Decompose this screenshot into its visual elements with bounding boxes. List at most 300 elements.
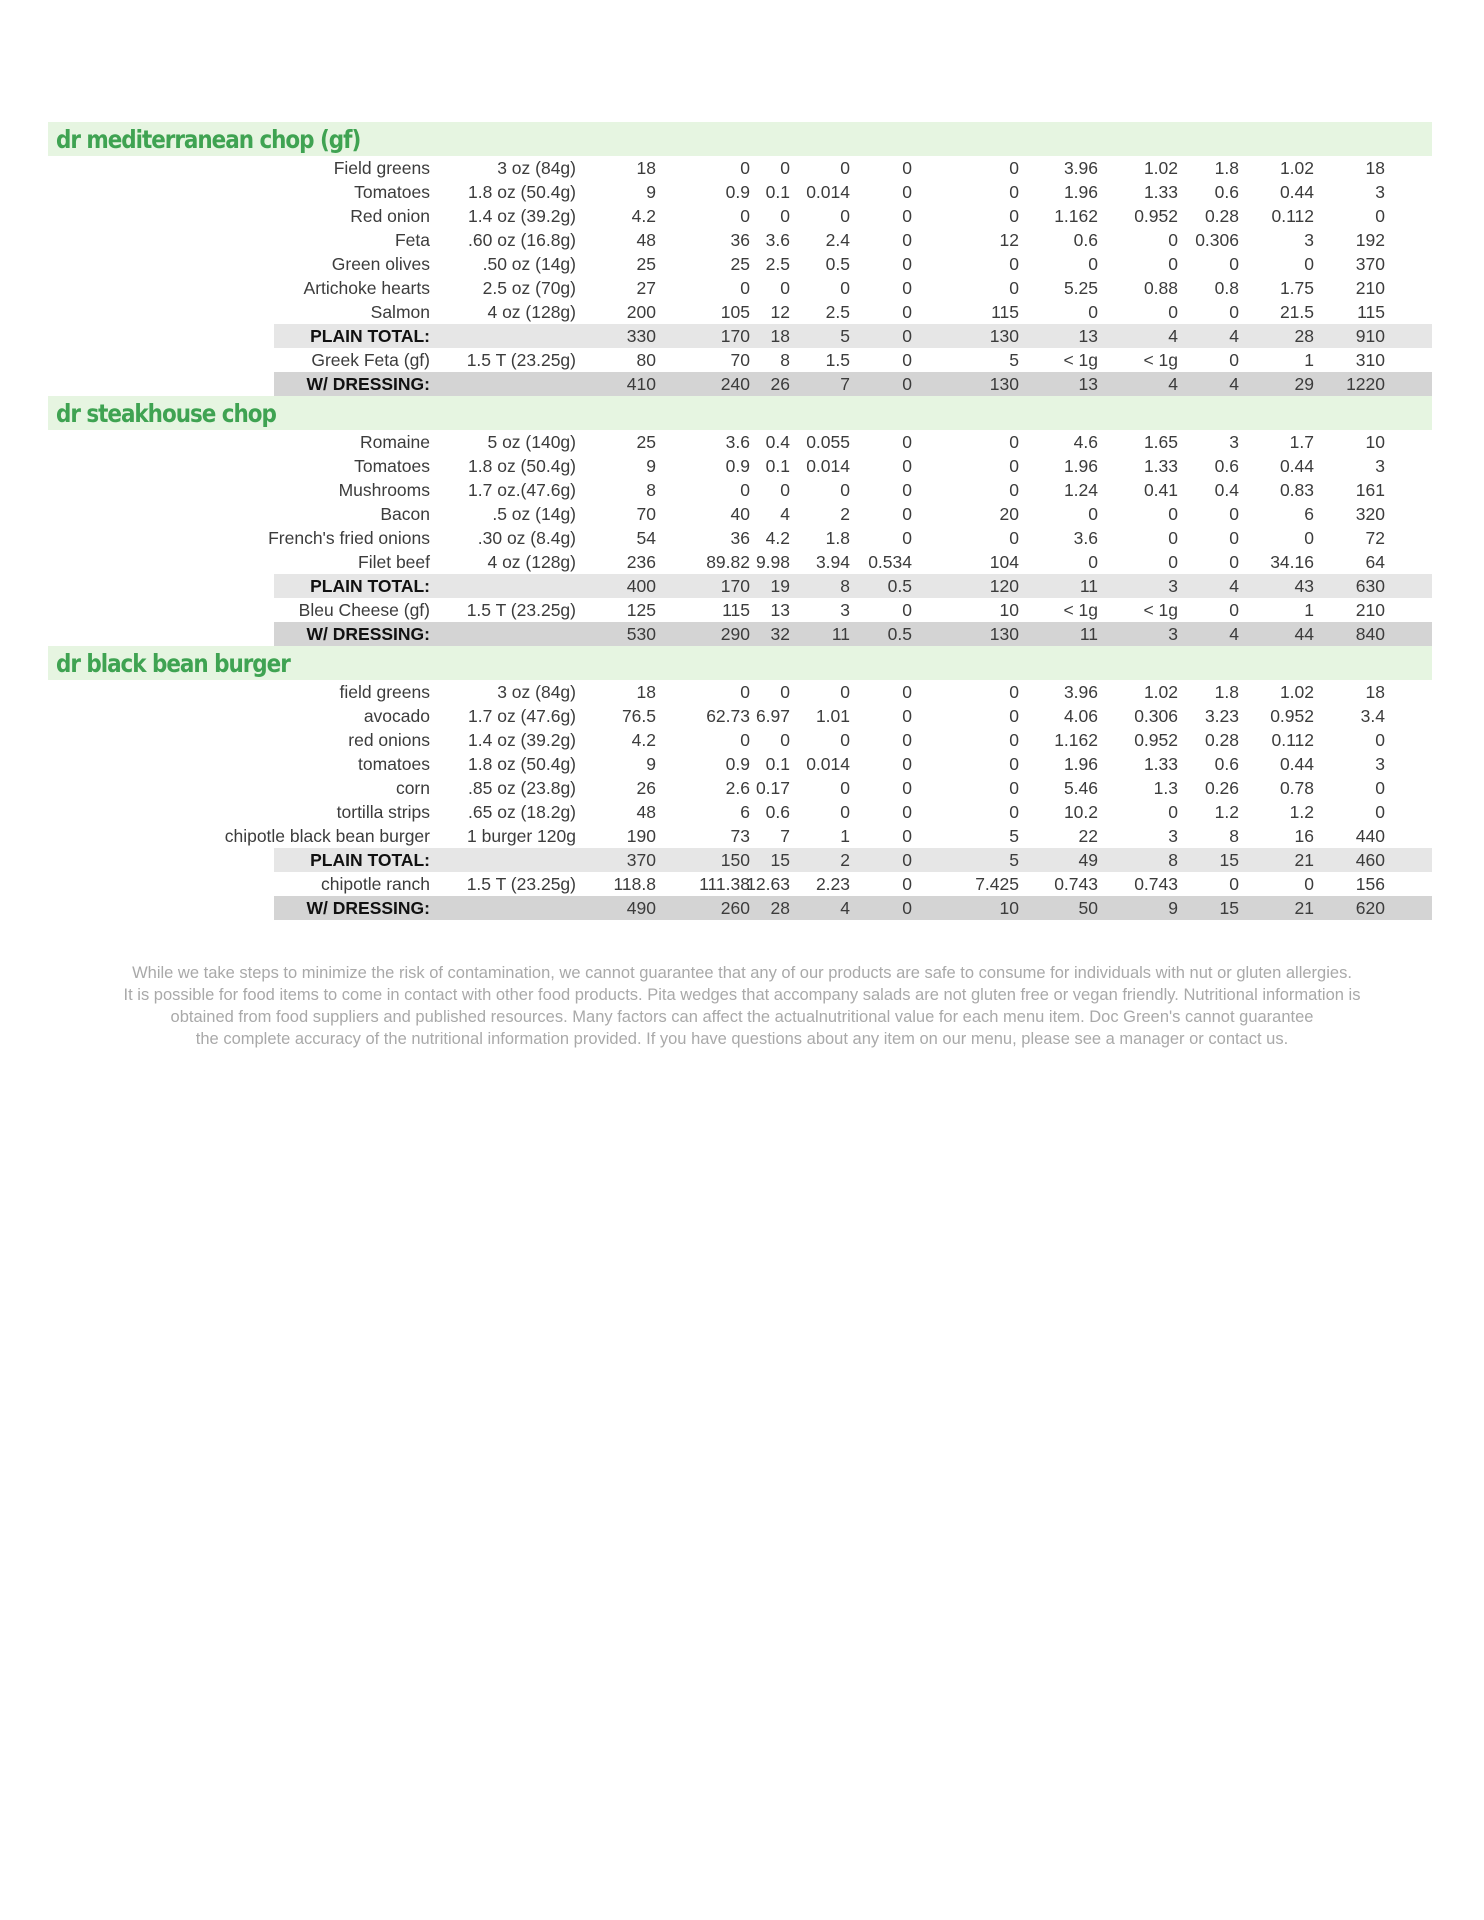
nutrient-value: 410	[626, 374, 656, 394]
nutrient-value: 170	[720, 576, 750, 596]
nutrient-value: 4	[1229, 374, 1239, 394]
nutrient-value: 0	[1168, 528, 1178, 548]
ingredient-row	[48, 454, 1432, 478]
nutrient-value: 620	[1355, 898, 1385, 918]
nutrient-value: 19	[770, 576, 790, 596]
ingredient-name: Bleu Cheese (gf)	[298, 600, 430, 620]
nutrient-value: 0.9	[725, 456, 750, 476]
nutrient-value: 115	[1357, 302, 1385, 322]
nutrient-value: 0	[780, 730, 790, 750]
ingredient-row	[48, 276, 1432, 300]
nutrient-value: 2.6	[725, 778, 750, 798]
nutrient-value: 0	[740, 158, 750, 178]
nutrient-value: 200	[626, 302, 656, 322]
nutrient-value: 3	[1168, 826, 1178, 846]
ingredient-row	[48, 680, 1432, 704]
nutrient-value: 40	[730, 504, 750, 524]
nutrient-value: 0.88	[1143, 278, 1178, 298]
ingredient-name: corn	[395, 778, 430, 798]
nutrient-value: 0.5	[825, 254, 850, 274]
nutrient-value: 6	[1304, 504, 1314, 524]
nutrient-value: 130	[989, 374, 1019, 394]
section-header	[48, 396, 1432, 430]
nutrient-value: 18	[636, 158, 656, 178]
row-highlight	[274, 622, 1432, 646]
nutrient-value: 1.02	[1279, 158, 1314, 178]
nutrient-value: 0.44	[1279, 182, 1314, 202]
plain-total-row	[48, 324, 1432, 348]
portion-size: 1 burger 120g	[467, 826, 576, 846]
nutrient-value: 115	[991, 302, 1019, 322]
nutrient-value: 0.952	[1134, 730, 1178, 750]
nutrient-value: 0	[1168, 254, 1178, 274]
nutrient-value: 9	[1168, 898, 1178, 918]
nutrient-value: 36	[730, 528, 750, 548]
nutrient-value: 21.5	[1279, 302, 1314, 322]
portion-size: 1.4 oz (39.2g)	[468, 206, 576, 226]
nutrient-value: 0.28	[1204, 730, 1239, 750]
nutrient-value: 192	[1355, 230, 1385, 250]
nutrient-value: 0	[902, 730, 912, 750]
nutrient-value: 0.743	[1054, 874, 1098, 894]
nutrient-value: 0	[1304, 874, 1314, 894]
nutrient-value: 0	[840, 682, 850, 702]
ingredient-row	[48, 704, 1432, 728]
nutrient-value: 80	[636, 350, 656, 370]
portion-size: 2.5 oz (70g)	[482, 278, 576, 298]
nutrient-value: 1.02	[1143, 158, 1178, 178]
ingredient-row	[48, 228, 1432, 252]
nutrient-value: 13	[1078, 326, 1098, 346]
nutrient-value: 0.6	[765, 802, 790, 822]
nutrient-value: 0	[780, 206, 790, 226]
nutrient-value: 1.96	[1063, 456, 1098, 476]
nutrient-value: 320	[1355, 504, 1385, 524]
nutrient-value: 260	[720, 898, 750, 918]
nutrient-value: 20	[999, 504, 1019, 524]
nutrient-value: 7	[840, 374, 850, 394]
ingredient-name: French's fried onions	[268, 528, 430, 548]
nutrient-value: 0	[902, 480, 912, 500]
plain-total-row	[48, 848, 1432, 872]
nutrient-value: 13	[770, 600, 790, 620]
nutrient-value: 0.112	[1271, 730, 1314, 750]
nutrient-value: 111.38	[699, 874, 750, 894]
nutrient-value: 21	[1294, 898, 1314, 918]
nutrient-value: 76.5	[621, 706, 656, 726]
ingredient-row	[48, 550, 1432, 574]
nutrient-value: 0.014	[806, 182, 850, 202]
nutrient-value: 25	[730, 254, 750, 274]
total-label: W/ DRESSING:	[306, 898, 430, 918]
nutrient-value: 0	[1375, 778, 1385, 798]
ingredient-name: field greens	[339, 682, 430, 702]
nutrient-value: 2	[840, 850, 850, 870]
nutrient-value: 170	[720, 326, 750, 346]
nutrient-value: 3	[1168, 624, 1178, 644]
nutrient-value: 0	[1375, 206, 1385, 226]
nutrient-value: 0	[1229, 350, 1239, 370]
row-highlight	[274, 372, 1432, 396]
nutrient-value: 1.2	[1214, 802, 1239, 822]
nutrient-value: 0	[902, 432, 912, 452]
nutrient-value: 0.055	[806, 432, 850, 452]
nutrient-value: 8	[1168, 850, 1178, 870]
nutrient-value: 0	[1009, 802, 1019, 822]
nutrient-value: 0	[902, 850, 912, 870]
nutrient-value: 0	[902, 182, 912, 202]
nutrient-value: 32	[770, 624, 790, 644]
nutrient-value: 9	[646, 456, 656, 476]
nutrient-value: 130	[989, 624, 1019, 644]
ingredient-name: Field greens	[333, 158, 430, 178]
nutrient-value: 10.2	[1063, 802, 1098, 822]
plain-total-row	[48, 574, 1432, 598]
nutrient-value: 1.162	[1054, 206, 1098, 226]
nutrition-table	[48, 122, 1432, 920]
nutrient-value: 210	[1355, 600, 1385, 620]
section-title: dr steakhouse chop	[56, 399, 276, 428]
nutrient-value: 7.425	[975, 874, 1019, 894]
portion-size: .30 oz (8.4g)	[477, 528, 576, 548]
nutrient-value: 11	[1079, 624, 1098, 644]
nutrient-value: 1.2	[1289, 802, 1314, 822]
nutrient-value: 0	[1009, 754, 1019, 774]
nutrient-value: 1.8	[1214, 682, 1239, 702]
nutrient-value: 3	[840, 600, 850, 620]
nutrient-value: 0	[902, 528, 912, 548]
nutrient-value: 72	[1365, 528, 1385, 548]
nutrient-value: 15	[1219, 850, 1239, 870]
section-header	[48, 646, 1432, 680]
portion-size: .50 oz (14g)	[482, 254, 576, 274]
disclaimer	[60, 962, 1424, 1050]
nutrient-value: 0	[902, 874, 912, 894]
portion-size: 1.5 T (23.25g)	[466, 600, 576, 620]
nutrient-value: 0	[740, 480, 750, 500]
ingredient-name: Greek Feta (gf)	[311, 350, 430, 370]
nutrient-value: 0.6	[1214, 456, 1239, 476]
nutrient-value: 5	[1009, 826, 1019, 846]
nutrient-value: 0.44	[1279, 754, 1314, 774]
nutrient-value: 840	[1355, 624, 1385, 644]
nutrient-value: 18	[1365, 158, 1385, 178]
nutrient-value: 0	[902, 278, 912, 298]
with-dressing-row	[48, 372, 1432, 396]
nutrient-value: 15	[770, 850, 790, 870]
portion-size: 3 oz (84g)	[497, 158, 576, 178]
nutrient-value: 1.8	[825, 528, 850, 548]
nutrient-value: 130	[989, 326, 1019, 346]
ingredient-row	[48, 776, 1432, 800]
nutrient-value: 1	[1304, 350, 1314, 370]
nutrient-value: 1.5	[825, 350, 850, 370]
nutrient-value: 6.97	[755, 706, 790, 726]
nutrient-value: 7	[780, 826, 790, 846]
ingredient-name: chipotle ranch	[321, 874, 430, 894]
ingredient-name: Salmon	[370, 302, 430, 322]
nutrient-value: 49	[1078, 850, 1098, 870]
nutrient-value: 0.8	[1214, 278, 1239, 298]
nutrient-value: 0.28	[1204, 206, 1239, 226]
nutrient-value: 0	[740, 682, 750, 702]
nutrient-value: 0.9	[725, 754, 750, 774]
nutrient-value: 0	[902, 206, 912, 226]
nutrient-value: 0	[1088, 254, 1098, 274]
ingredient-name: Red onion	[350, 206, 430, 226]
ingredient-row	[48, 824, 1432, 848]
row-highlight	[274, 574, 1432, 598]
portion-size: 1.8 oz (50.4g)	[468, 754, 576, 774]
nutrient-value: 0	[1229, 874, 1239, 894]
nutrient-value: 3.94	[815, 552, 850, 572]
nutrient-value: 4	[1229, 624, 1239, 644]
nutrient-value: 1.7	[1289, 432, 1314, 452]
nutrient-value: 0	[780, 682, 790, 702]
nutrient-value: 125	[626, 600, 656, 620]
nutrient-value: 0.014	[806, 456, 850, 476]
ingredient-row	[48, 502, 1432, 526]
nutrient-value: 0	[780, 278, 790, 298]
nutrient-value: 0	[740, 206, 750, 226]
nutrient-value: 0	[1168, 230, 1178, 250]
nutrient-value: 3	[1375, 754, 1385, 774]
nutrient-value: 34.16	[1270, 552, 1314, 572]
nutrient-value: 16	[1294, 826, 1314, 846]
nutrient-value: 4	[840, 898, 850, 918]
nutrient-value: 910	[1355, 326, 1385, 346]
portion-size: 1.8 oz (50.4g)	[468, 456, 576, 476]
nutrient-value: < 1g	[1143, 600, 1178, 620]
nutrient-value: 0.534	[868, 552, 912, 572]
nutrient-value: 0.6	[1073, 230, 1098, 250]
nutrient-value: 10	[999, 898, 1019, 918]
ingredient-row	[48, 478, 1432, 502]
nutrient-value: 0	[840, 730, 850, 750]
nutrient-value: 1.24	[1063, 480, 1098, 500]
nutrient-value: 0	[780, 480, 790, 500]
ingredient-name: chipotle black bean burger	[224, 826, 430, 846]
nutrient-value: 0	[902, 350, 912, 370]
nutrient-value: 2.23	[815, 874, 850, 894]
nutrient-value: 0	[740, 730, 750, 750]
ingredient-row	[48, 872, 1432, 896]
nutrient-value: 118.8	[613, 874, 656, 894]
nutrient-value: 10	[1365, 432, 1385, 452]
nutrient-value: 1220	[1346, 374, 1385, 394]
ingredient-name: Green olives	[331, 254, 430, 274]
nutrient-value: 0	[1009, 206, 1019, 226]
portion-size: .65 oz (18.2g)	[468, 802, 576, 822]
total-label: W/ DRESSING:	[306, 624, 430, 644]
nutrient-value: 310	[1355, 350, 1385, 370]
nutrient-value: 3	[1229, 432, 1239, 452]
nutrient-value: 25	[636, 254, 656, 274]
nutrient-value: 0	[1168, 802, 1178, 822]
nutrient-value: 400	[626, 576, 656, 596]
total-label: PLAIN TOTAL:	[310, 576, 430, 596]
ingredient-name: Tomatoes	[354, 456, 430, 476]
nutrient-value: 1.33	[1143, 754, 1178, 774]
disclaimer-line: obtained from food suppliers and published resources. Many factors can affect the actualnutritional value for each menu item. Doc Green's cannot guarantee	[170, 1008, 1314, 1026]
portion-size: 5 oz (140g)	[487, 432, 576, 452]
nutrient-value: 1	[840, 826, 850, 846]
disclaimer-line: While we take steps to minimize the risk of contamination, we cannot guarantee that any of our products are safe to consume for individuals with nut or gluten allergies.	[132, 964, 1352, 982]
nutrient-value: 0.26	[1204, 778, 1239, 798]
nutrient-value: < 1g	[1143, 350, 1178, 370]
nutrient-value: 0	[1375, 802, 1385, 822]
nutrient-value: 4	[1229, 576, 1239, 596]
ingredient-name: tortilla strips	[336, 802, 430, 822]
nutrient-value: 62.73	[706, 706, 750, 726]
nutrient-value: 0	[1375, 730, 1385, 750]
nutrient-value: 0	[1229, 528, 1239, 548]
nutrient-value: 161	[1355, 480, 1385, 500]
ingredient-row	[48, 300, 1432, 324]
ingredient-name: avocado	[363, 706, 430, 726]
nutrient-value: 2.4	[825, 230, 850, 250]
nutrient-value: 8	[646, 480, 656, 500]
nutrient-value: 4.06	[1063, 706, 1098, 726]
nutrient-value: 3.4	[1360, 706, 1385, 726]
total-label: PLAIN TOTAL:	[310, 850, 430, 870]
nutrient-value: 0.4	[1214, 480, 1239, 500]
nutrient-value: 0.1	[765, 754, 790, 774]
nutrient-value: 330	[626, 326, 656, 346]
nutrient-value: 4.2	[765, 528, 790, 548]
ingredient-row	[48, 752, 1432, 776]
nutrient-value: 48	[636, 802, 656, 822]
nutrient-value: 0.743	[1134, 874, 1178, 894]
nutrient-value: 29	[1294, 374, 1314, 394]
nutrient-value: 2	[840, 504, 850, 524]
nutrient-value: 0.44	[1279, 456, 1314, 476]
nutrient-value: 150	[720, 850, 750, 870]
nutrient-value: 0.1	[765, 182, 790, 202]
nutrient-value: 22	[1078, 826, 1098, 846]
nutrient-value: 0	[902, 158, 912, 178]
ingredient-row	[48, 348, 1432, 372]
nutrient-value: 3.23	[1204, 706, 1239, 726]
nutrient-value: 0	[902, 682, 912, 702]
nutrient-value: 36	[730, 230, 750, 250]
nutrient-value: 9	[646, 182, 656, 202]
nutrient-value: 120	[989, 576, 1019, 596]
ingredient-row	[48, 252, 1432, 276]
nutrient-value: 370	[1355, 254, 1385, 274]
nutrient-value: 89.82	[706, 552, 750, 572]
nutrient-value: 3.6	[725, 432, 750, 452]
nutrient-value: 0	[902, 778, 912, 798]
nutrient-value: 0.78	[1279, 778, 1314, 798]
nutrient-value: 0	[1168, 504, 1178, 524]
nutrient-value: 0	[1009, 730, 1019, 750]
nutrient-value: 0.952	[1134, 206, 1178, 226]
nutrient-value: 236	[626, 552, 656, 572]
ingredient-row	[48, 180, 1432, 204]
nutrient-value: 18	[1365, 682, 1385, 702]
nutrient-value: 0	[840, 778, 850, 798]
nutrient-value: 0	[1304, 528, 1314, 548]
nutrient-value: 12	[999, 230, 1019, 250]
nutrient-value: 25	[636, 432, 656, 452]
nutrient-value: 54	[636, 528, 656, 548]
nutrient-value: 2.5	[825, 302, 850, 322]
nutrient-value: 0	[1229, 552, 1239, 572]
nutrient-value: 9	[646, 754, 656, 774]
nutrient-value: 5	[1009, 850, 1019, 870]
nutrient-value: 0.306	[1195, 230, 1239, 250]
section-title: dr black bean burger	[56, 649, 290, 678]
nutrient-value: 0	[902, 898, 912, 918]
total-label: PLAIN TOTAL:	[310, 326, 430, 346]
disclaimer-line: It is possible for food items to come in contact with other food products. Pita wedges that accompany salads are not gluten free or vegan friendly. Nutritional information is	[123, 986, 1361, 1004]
nutrient-value: 156	[1355, 874, 1385, 894]
ingredient-name: Romaine	[359, 432, 430, 452]
nutrient-value: 1.33	[1143, 456, 1178, 476]
nutrient-value: 1.96	[1063, 182, 1098, 202]
row-highlight	[274, 324, 1432, 348]
nutrient-value: 0.5	[887, 624, 912, 644]
nutrient-value: 0	[840, 802, 850, 822]
nutrient-value: 27	[636, 278, 656, 298]
nutrient-value: 3.6	[765, 230, 790, 250]
nutrient-value: 12.63	[746, 874, 790, 894]
nutrient-value: 8	[840, 576, 850, 596]
nutrient-value: 0	[840, 158, 850, 178]
nutrient-value: 0.014	[806, 754, 850, 774]
nutrient-value: 0	[1229, 600, 1239, 620]
nutrient-value: 0.6	[1214, 754, 1239, 774]
ingredient-name: Feta	[394, 230, 430, 250]
nutrient-value: 1	[1304, 600, 1314, 620]
portion-size: .5 oz (14g)	[492, 504, 576, 524]
nutrient-value: 15	[1219, 898, 1239, 918]
portion-size: 1.8 oz (50.4g)	[468, 182, 576, 202]
row-highlight	[274, 896, 1432, 920]
nutrient-value: 0	[902, 254, 912, 274]
ingredient-row	[48, 598, 1432, 622]
nutrient-value: 0	[902, 826, 912, 846]
nutrient-value: 290	[720, 624, 750, 644]
nutrient-value: 0	[840, 206, 850, 226]
nutrient-value: 28	[1294, 326, 1314, 346]
nutrient-value: 1.8	[1214, 158, 1239, 178]
with-dressing-row	[48, 622, 1432, 646]
nutrient-value: 440	[1355, 826, 1385, 846]
ingredient-name: red onions	[348, 730, 430, 750]
ingredient-name: Mushrooms	[338, 480, 430, 500]
ingredient-name: Filet beef	[358, 552, 430, 572]
nutrient-value: 0	[1088, 302, 1098, 322]
ingredient-name: Bacon	[380, 504, 430, 524]
nutrient-value: 1.33	[1143, 182, 1178, 202]
nutrient-value: 18	[636, 682, 656, 702]
nutrient-value: 105	[720, 302, 750, 322]
portion-size: .60 oz (16.8g)	[468, 230, 576, 250]
nutrient-value: 190	[626, 826, 656, 846]
nutrient-value: 0	[1009, 254, 1019, 274]
nutrient-value: 0	[1009, 778, 1019, 798]
with-dressing-row	[48, 896, 1432, 920]
ingredient-row	[48, 156, 1432, 180]
nutrient-value: 0.6	[1214, 182, 1239, 202]
portion-size: 1.5 T (23.25g)	[466, 874, 576, 894]
nutrient-value: 0	[1229, 504, 1239, 524]
nutrient-value: 6	[740, 802, 750, 822]
row-highlight	[274, 848, 1432, 872]
nutrient-value: 13	[1078, 374, 1098, 394]
